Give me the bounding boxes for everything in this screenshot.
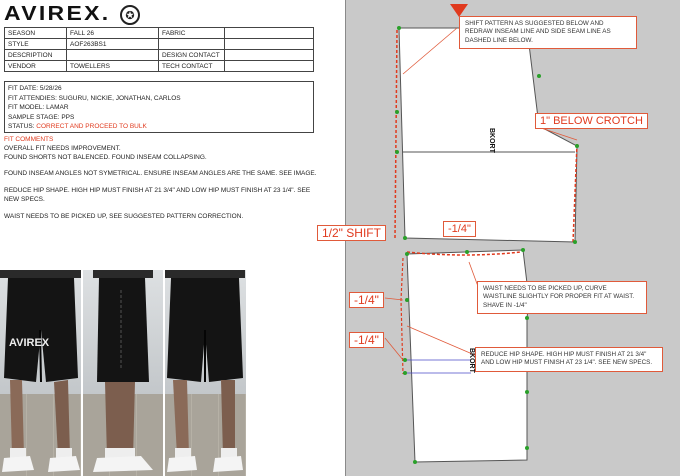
- comment-line: WAIST NEEDS TO BE PICKED UP, SEE SUGGESTED PATTERN CORRECTION.: [4, 212, 244, 220]
- empty-cell: [159, 39, 225, 50]
- eagle-seal-icon: ✪: [120, 5, 140, 25]
- fit-photo-side: [83, 270, 164, 476]
- piece-tag-upper: BKORT: [488, 128, 495, 153]
- design-contact-value: [225, 50, 314, 61]
- style-value: AOF263BS1: [67, 39, 159, 50]
- hip-callout-upper: -1/4": [349, 292, 384, 308]
- status-value: CORRECT AND PROCEED TO BULK: [36, 123, 147, 131]
- waist-callout: -1/4": [443, 221, 476, 237]
- empty-cell: [225, 39, 314, 50]
- fit-model: FIT MODEL: LAMAR: [8, 104, 69, 112]
- pattern-panel: [322, 0, 680, 476]
- corrected-hip: [401, 258, 403, 374]
- comment-line: FOUND INSEAM ANGLES NOT SYMETRICAL. ENSURE INSEAM ANGLES ARE THE SAME. SEE IMAGE.: [4, 170, 317, 178]
- comment-line: FOUND SHORTS NOT BALENCED. FOUND INSEAM COLLAPSING.: [4, 153, 207, 161]
- avirex-logo: AVIREX.: [4, 3, 111, 25]
- fit-date: FIT DATE: 5/28/26: [8, 85, 62, 92]
- tech-contact-label: TECH CONTACT: [159, 61, 225, 72]
- fit-photo-front: [0, 270, 81, 476]
- piece-tag-lower: BKORT: [468, 348, 475, 373]
- fit-attendies: FIT ATTENDIES: SUGURU, NICKIE, JONATHAN, CARLOS: [8, 94, 181, 102]
- hip-callout-lower: -1/4": [349, 332, 384, 348]
- waist-note: WAIST NEEDS TO BE PICKED UP, CURVE WAISTLINE SLIGHTLY FOR PROPER FIT AT WAIST. SHAVE IN -1/4": [477, 281, 647, 314]
- corrected-side-seam: [395, 30, 397, 238]
- season-label: SEASON: [5, 28, 67, 39]
- fit-photo-back: [165, 270, 246, 476]
- fit-photos: [0, 270, 246, 476]
- spec-table: [4, 27, 314, 72]
- tech-contact-value: [225, 61, 314, 72]
- style-label: STYLE: [5, 39, 67, 50]
- fit-comments: [4, 136, 324, 222]
- sample-stage: SAMPLE STAGE: PPS: [8, 113, 75, 121]
- vendor-value: TOWELLERS: [67, 61, 159, 72]
- fit-status: [8, 122, 310, 132]
- crotch-callout: 1" BELOW CROTCH: [535, 113, 648, 129]
- comment-line: OVERALL FIT NEEDS IMPROVEMENT.: [4, 144, 121, 152]
- season-value: FALL 26: [67, 28, 159, 39]
- vendor-label: VENDOR: [5, 61, 67, 72]
- fit-info-box: [4, 81, 314, 133]
- hip-note: REDUCE HIP SHAPE. HIGH HIP MUST FINISH AT 21 3/4" AND LOW HIP MUST FINISH AT 23 1/4". SEE NEW SPECS.: [475, 347, 663, 372]
- fit-comments-heading: FIT COMMENTS: [4, 136, 54, 143]
- status-label: STATUS:: [8, 123, 37, 131]
- description-value: [67, 50, 159, 61]
- shift-pattern-note: SHIFT PATTERN AS SUGGESTED BELOW AND REDRAW INSEAM LINE AND SIDE SEAM LINE AS DASHED LINE BELOW.: [459, 16, 637, 49]
- comment-line: REDUCE HIP SHAPE. HIGH HIP MUST FINISH AT 21 3/4" AND LOW HIP MUST FINISH AT 23 1/4". SEE NEW SPECS.: [4, 187, 311, 203]
- design-contact-label: DESIGN CONTACT: [159, 50, 225, 61]
- shorts-print: AVIREX: [9, 337, 50, 349]
- description-label: DESCRIPTION: [5, 50, 67, 61]
- shift-callout: 1/2" SHIFT: [317, 225, 386, 241]
- fabric-label: FABRIC: [159, 28, 225, 39]
- fabric-value: [225, 28, 314, 39]
- pattern-drawing: [345, 0, 680, 476]
